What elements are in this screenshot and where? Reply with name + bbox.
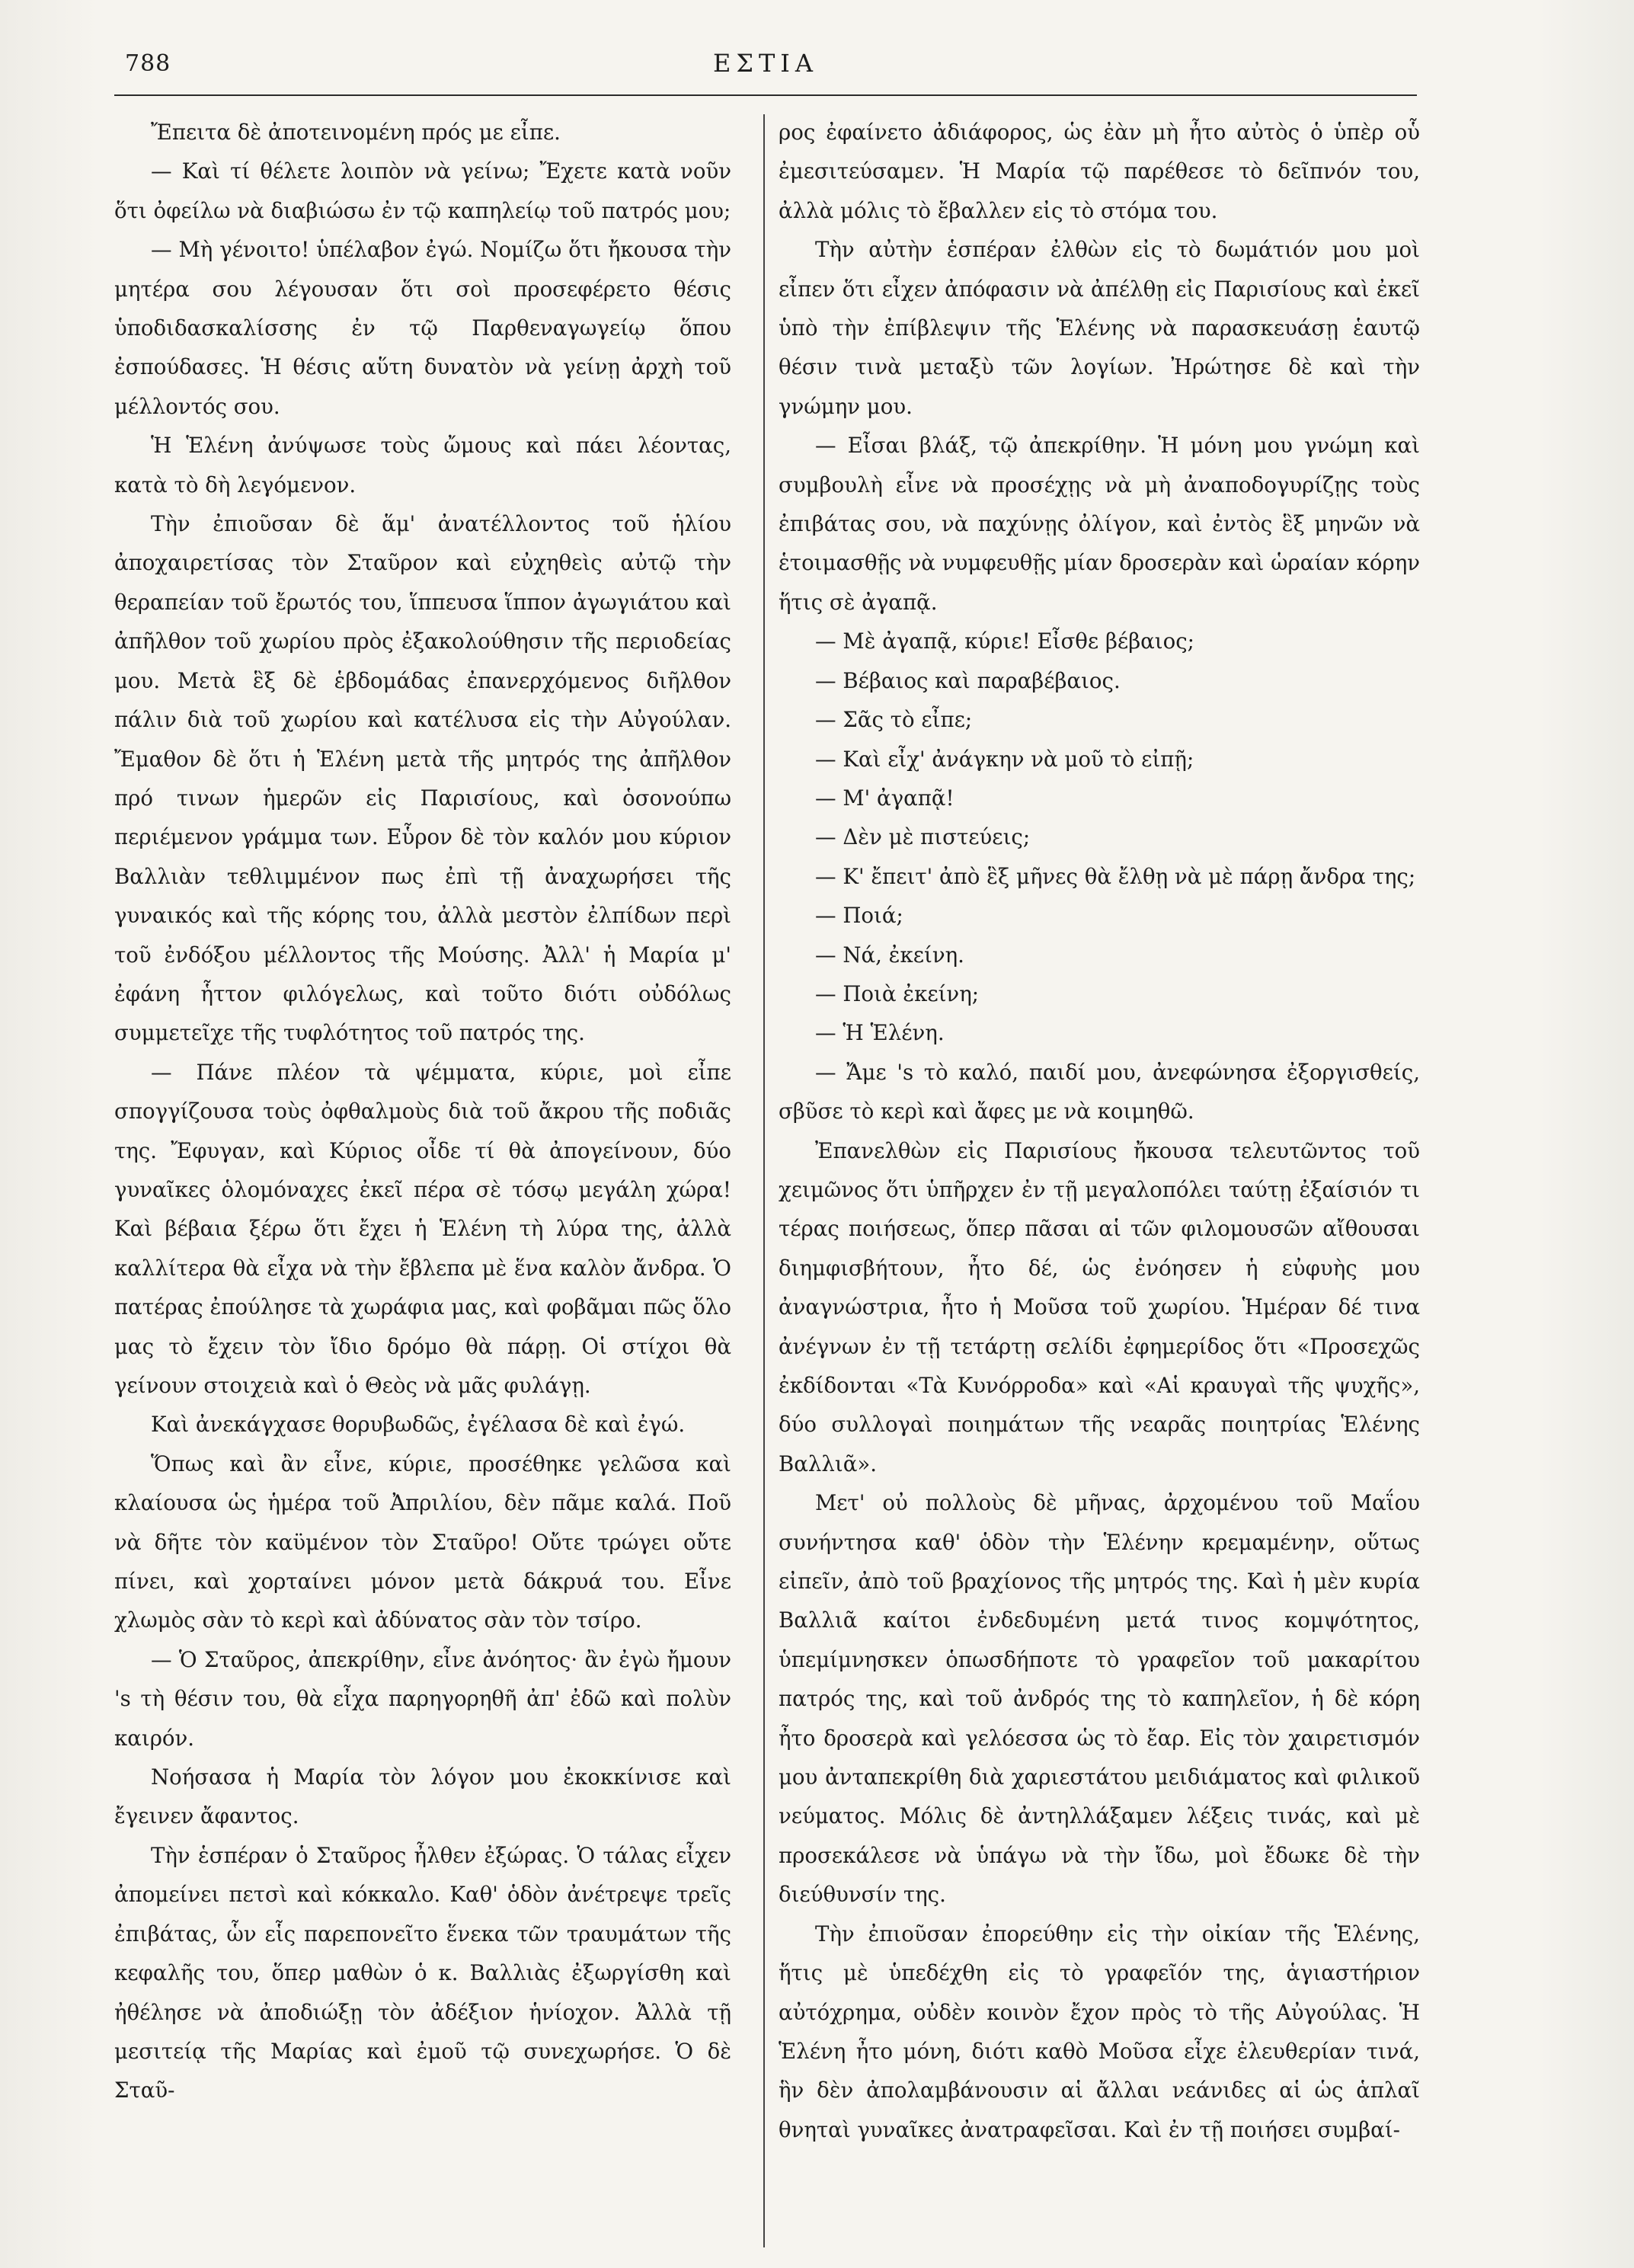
paragraph: Ἡ Ἑλένη ἀνύψωσε τοὺς ὤμους καὶ πάει λέοντας, κατὰ τὸ δὴ λεγόμενον. — [114, 433, 731, 497]
paragraph: Τὴν ἐπιοῦσαν ἐπορεύθην εἰς τὴν οἰκίαν τῆς Ἑλένης, ἥτις μὲ ὑπεδέχθη εἰς τὸ γραφεῖόν της, ἁγιαστήριον αὐτόχρημα, οὐδὲν κοινὸν ἔχον πρὸς τὸ τῆς Αὐγούλας. Ἡ Ἑλένη ἦτο μόνη, διότι καθὸ Μοῦσα εἶχε ἐλευθερίαν τινά, ἣν δὲν ἀπολαμβάνουσιν αἱ ἄλλαι νεάνιδες αἱ ὡς ἁπλαῖ θνηταὶ γυναῖκες ἀνατραφεῖσαι. Καὶ ἐν τῇ ποιήσει συμβαί- — [779, 1921, 1420, 2142]
paragraph: — Καὶ τί θέλετε λοιπὸν νὰ γείνω; Ἔχετε κατὰ νοῦν ὅτι ὀφείλω νὰ διαβιώσω ἐν τῷ καπηλείῳ τοῦ πατρός μου; — [114, 158, 731, 223]
page-number: 788 — [125, 50, 171, 77]
paragraph: Καὶ ἀνεκάγχασε θορυβωδῶς, ἐγέλασα δὲ καὶ ἐγώ. — [151, 1412, 686, 1438]
dialogue-line: — Καὶ εἶχ' ἀνάγκην νὰ μοῦ τὸ εἰπῇ; — [815, 746, 1194, 772]
paragraph: Ἔπειτα δὲ ἀποτεινομένη πρός με εἶπε. — [151, 120, 561, 145]
paragraph: Τὴν αὐτὴν ἑσπέραν ἐλθὼν εἰς τὸ δωμάτιόν μου μοὶ εἶπεν ὅτι εἶχεν ἀπόφασιν νὰ ἀπέλθῃ εἰς Παρισίους καὶ ἐκεῖ ὑπὸ τὴν ἐπίβλεψιν τῆς Ἑλένης νὰ παρασκευάσῃ ἑαυτῷ θέσιν τινὰ μεταξὺ τῶν λογίων. Ἠρώτησε δὲ καὶ τὴν γνώμην μου. — [779, 237, 1420, 419]
dialogue-line: — Ποιὰ ἐκείνη; — [815, 980, 980, 1006]
paragraph: — Πάνε πλέον τὰ ψέμματα, κύριε, μοὶ εἶπε σπογγίζουσα τοὺς ὀφθαλμοὺς διὰ τοῦ ἄκρου τῆς ποδιᾶς της. Ἔφυγαν, καὶ Κύριος οἶδε τί θὰ ἀπογείνουν, δύο γυναῖκες ὁλομόναχες ἐκεῖ πέρα σὲ τόσῳ μεγάλη χώρα! Καὶ βέβαια ξέρω ὅτι ἔχει ἡ Ἑλένη τὴ λύρα της, ἀλλὰ καλλίτερα θὰ εἶχα νὰ τὴν ἔβλεπα μὲ ἕνα καλὸν ἄνδρα. Ὁ πατέρας ἐπούλησε τὰ χωράφια μας, καὶ φοβᾶμαι πῶς ὅλο μας τὸ ἔχειν τὸν ἴδιο δρόμο θὰ πάρῃ. Οἱ στίχοι θὰ γείνουν στοιχειὰ καὶ ὁ Θεὸς νὰ μᾶς φυλάγῃ. — [114, 1059, 731, 1398]
dialogue-line: — Μὲ ἀγαπᾷ, κύριε! Εἶσθε βέβαιος; — [815, 629, 1194, 654]
page-header — [114, 47, 1417, 85]
paragraph: — Μὴ γένοιτο! ὑπέλαβον ἐγώ. Νομίζω ὅτι ἤκουσα τὴν μητέρα σου λέγουσαν ὅτι σοὶ προσεφέρετο θέσις ὑποδιδασκαλίσσης ἐν τῷ Παρθεναγωγείῳ ὅπου ἐσπούδασες. Ἡ θέσις αὕτη δυνατὸν νὰ γείνῃ ἀρχὴ τοῦ μέλλοντός σου. — [114, 237, 731, 419]
dialogue-line: — Μ' ἀγαπᾷ! — [815, 785, 954, 811]
column-divider — [763, 114, 765, 2247]
dialogue-line: — Κ' ἔπειτ' ἀπὸ ἓξ μῆνες θὰ ἔλθῃ νὰ μὲ πάρῃ ἄνδρα της; — [815, 863, 1416, 889]
paragraph: Νοήσασα ἡ Μαρία τὸν λόγον μου ἐκοκκίνισε καὶ ἔγεινεν ἄφαντος. — [114, 1764, 731, 1829]
running-title: ΕΣΤΙΑ — [712, 49, 819, 78]
left-column — [114, 113, 731, 2110]
dialogue-line: — Ποιά; — [815, 903, 903, 929]
paragraph: — Εἶσαι βλάξ, τῷ ἀπεκρίθην. Ἡ μόνη μου γνώμη καὶ συμβουλὴ εἶνε νὰ προσέχῃς νὰ μὴ ἀναποδογυρίζῃς τοὺς ἐπιβάτας σου, νὰ παχύνῃς ὀλίγον, καὶ ἐντὸς ἓξ μηνῶν νὰ ἑτοιμασθῇς νὰ νυμφευθῇς μίαν δροσερὰν καὶ ὡραίαν κόρην ἥτις σὲ ἀγαπᾷ. — [779, 433, 1420, 615]
paragraph: Μετ' οὐ πολλοὺς δὲ μῆνας, ἀρχομένου τοῦ Μαΐου συνήντησα καθ' ὁδὸν τὴν Ἑλένην κρεμαμένην, οὕτως εἰπεῖν, ἀπὸ τοῦ βραχίονος τῆς μητρός της. Καὶ ἡ μὲν κυρία Βαλλιᾶ καίτοι ἐνδεδυμένη μετά τινος κομψότητος, ὑπεμίμνησκεν ὁπωσδήποτε τὸ γραφεῖον τοῦ μακαρίτου πατρός της, καὶ τοῦ ἀνδρός της τὸ καπηλεῖον, ἡ δὲ κόρη ἦτο δροσερὰ καὶ γελόεσσα ὡς τὸ ἔαρ. Εἰς τὸν χαιρετισμόν μου ἀνταπεκρίθη διὰ χαριεστάτου μειδιάματος καὶ φιλικοῦ νεύματος. Μόλις δὲ ἀντηλλάξαμεν λέξεις τινάς, καὶ μὲ προσεκάλεσε νὰ ὑπάγω νὰ τὴν ἴδω, μοὶ ἔδωκε δὲ τὴν διεύθυνσίν της. — [779, 1490, 1420, 1908]
dialogue-line: — Σᾶς τὸ εἶπε; — [815, 707, 973, 733]
paragraph: Ὅπως καὶ ἂν εἶνε, κύριε, προσέθηκε γελῶσα καὶ κλαίουσα ὡς ἡμέρα τοῦ Ἀπριλίου, δὲν πᾶμε καλά. Ποῦ νὰ δῆτε τὸν καϋμένον τὸν Σταῦρο! Οὔτε τρώγει οὔτε πίνει, καὶ χορταίνει μόνον μετὰ δάκρυά του. Εἶνε χλωμὸς σὰν τὸ κερὶ καὶ ἀδύνατος σὰν τὸν τσίρο. — [114, 1451, 731, 1633]
dialogue-line: — Δὲν μὲ πιστεύεις; — [815, 824, 1031, 850]
paragraph: Ἐπανελθὼν εἰς Παρισίους ἤκουσα τελευτῶντος τοῦ χειμῶνος ὅτι ὑπῆρχεν ἐν τῇ μεγαλοπόλει ταύτῃ ἐξαίσιόν τι τέρας ποιήσεως, ὅπερ πᾶσαι αἱ τῶν φιλομουσῶν αἴθουσαι διημφισβήτουν, ἦτο δέ, ὡς ἐνόησεν ἡ εὐφυὴς μου ἀναγνώστρια, ἦτο ἡ Μοῦσα τοῦ χωρίου. Ἡμέραν δέ τινα ἀνέγνων ἐν τῇ τετάρτῃ σελίδι ἐφημερίδος ὅτι «Προσεχῶς ἐκδίδονται «Τὰ Κυνόρροδα» καὶ «Αἱ κραυγαὶ τῆς ψυχῆς», δύο συλλογαὶ ποιημάτων τῆς νεαρᾶς ποιητρίας Ἑλένης Βαλλιᾶ». — [779, 1137, 1420, 1476]
paragraph: — Ὁ Σταῦρος, ἀπεκρίθην, εἶνε ἀνόητος· ἂν ἐγὼ ἤμουν 's τὴ θέσιν του, θὰ εἶχα παρηγορηθῆ ἀπ' ἐδῶ καὶ πολὺν καιρόν. — [114, 1646, 731, 1751]
paragraph: ρος ἐφαίνετο ἀδιάφορος, ὡς ἐὰν μὴ ἦτο αὐτὸς ὁ ὑπὲρ οὗ ἐμεσιτεύσαμεν. Ἡ Μαρία τῷ παρέθεσε τὸ δεῖπνόν του, ἀλλὰ μόλις τὸ ἔβαλλεν εἰς τὸ στόμα του. — [779, 120, 1420, 223]
dialogue-line: — Βέβαιος καὶ παραβέβαιος. — [815, 667, 1121, 693]
header-rule — [114, 94, 1417, 96]
paragraph: Τὴν ἑσπέραν ὁ Σταῦρος ἦλθεν ἐξώρας. Ὁ τάλας εἶχεν ἀπομείνει πετσὶ καὶ κόκκαλο. Καθ' ὁδὸν ἀνέτρεψε τρεῖς ἐπιβάτας, ὧν εἷς παρεπονεῖτο ἕνεκα τῶν τραυμάτων τῆς κεφαλῆς του, ὅπερ μαθὼν ὁ κ. Βαλλιὰς ἐξωργίσθη καὶ ἠθέλησε νὰ ἀποδιώξῃ τὸν ἀδέξιον ἡνίοχον. Ἀλλὰ τῇ μεσιτείᾳ τῆς Μαρίας καὶ ἐμοῦ τῷ συνεχωρήσε. Ὁ δὲ Σταῦ- — [114, 1842, 731, 2103]
dialogue-line: — Ἡ Ἑλένη. — [815, 1020, 945, 1046]
paragraph: Τὴν ἐπιοῦσαν δὲ ἅμ' ἀνατέλλοντος τοῦ ἡλίου ἀποχαιρετίσας τὸν Σταῦρον καὶ εὐχηθεὶς αὐτῷ τὴν θεραπείαν τοῦ ἔρωτός του, ἵππευσα ἵππον ἀγωγιάτου καὶ ἀπῆλθον τοῦ χωρίου πρὸς ἐξακολούθησιν τῆς περιοδείας μου. Μετὰ ἓξ δὲ ἑβδομάδας ἐπανερχόμενος διῆλθον πάλιν διὰ τοῦ χωρίου καὶ κατέλυσα εἰς τὴν Αὐγούλαν. Ἔμαθον δὲ ὅτι ἡ Ἑλένη μετὰ τῆς μητρός της ἀπῆλθον πρό τινων ἡμερῶν εἰς Παρισίους, καὶ ὁσονούπω περιέμενον γράμμα των. Εὗρον δὲ τὸν καλόν μου κύριον Βαλλιὰν τεθλιμμένον πως ἐπὶ τῇ ἀναχωρήσει τῆς γυναικός καὶ τῆς κόρης του, ἀλλὰ μεστὸν ἐλπίδων περὶ τοῦ ἐνδόξου μέλλοντος τῆς Μούσης. Ἀλλ' ἡ Μαρία μ' ἐφάνη ἧττον φιλόγελως, καὶ τοῦτο διότι οὐδόλως συμμετεῖχε τῆς τυφλότητος τοῦ πατρός της. — [114, 511, 731, 1046]
dialogue-line: — Νά, ἐκείνη. — [815, 942, 964, 968]
paragraph: — Ἄμε 's τὸ καλό, παιδί μου, ἀνεφώνησα ἐξοργισθείς, σβῦσε τὸ κερὶ καὶ ἄφες με νὰ κοιμηθῶ. — [779, 1059, 1420, 1124]
right-column — [779, 113, 1420, 2149]
